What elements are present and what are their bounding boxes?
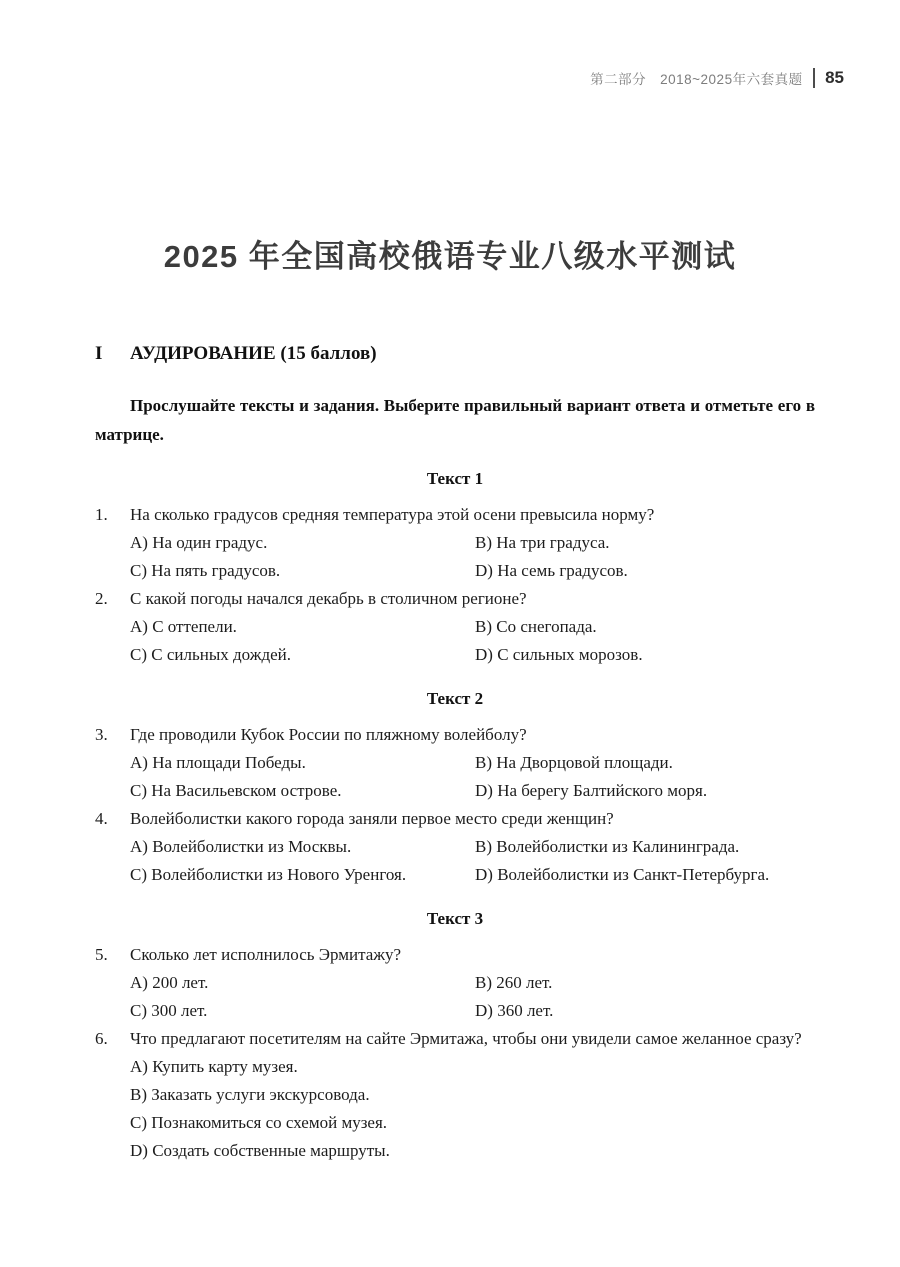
- option-b: B) На Дворцовой площади.: [475, 753, 673, 773]
- question-number: 4.: [95, 809, 108, 829]
- question-text: На сколько градусов средняя температура этой осени превысила норму?: [130, 505, 655, 525]
- page-title: 2025 年全国高校俄语专业八级水平测试: [163, 239, 737, 274]
- option-c: C) На Васильевском острове.: [130, 781, 342, 801]
- option-c: C) 300 лет.: [130, 1001, 208, 1021]
- question-5: [95, 941, 815, 1025]
- option-a: A) Купить карту музея.: [130, 1057, 298, 1077]
- option-d: D) 360 лет.: [475, 1001, 554, 1021]
- options: [130, 969, 815, 1025]
- options: [130, 833, 815, 889]
- question-text: Сколько лет исполнилось Эрмитажу?: [130, 945, 402, 965]
- question-number: 3.: [95, 725, 108, 745]
- text-label-2: Текст 2: [426, 689, 484, 709]
- question-4: [95, 805, 815, 889]
- option-a: A) Волейболистки из Москвы.: [130, 837, 352, 857]
- option-c: C) С сильных дождей.: [130, 645, 292, 665]
- option-c: C) Волейболистки из Нового Уренгоя.: [130, 865, 407, 885]
- question-6: [95, 1025, 815, 1165]
- option-b: B) На три градуса.: [475, 533, 610, 553]
- header-divider: [813, 68, 816, 88]
- option-a: A) На площади Победы.: [130, 753, 306, 773]
- option-d: D) С сильных морозов.: [475, 645, 643, 665]
- question-text: Где проводили Кубок России по пляжному волейболу?: [130, 725, 527, 745]
- option-b: B) Заказать услуги экскурсовода.: [130, 1085, 370, 1105]
- options: [130, 749, 815, 805]
- section-title: АУДИРОВАНИЕ (15 баллов): [130, 343, 377, 365]
- page-number: 85: [825, 68, 844, 87]
- section-heading: [95, 343, 815, 365]
- instructions: Прослушайте тексты и задания. Выберите правильный вариант ответа и отметьте его в матрице.: [95, 396, 815, 445]
- question-text: Волейболистки какого города заняли первое место среди женщин?: [130, 809, 614, 829]
- option-c: C) На пять градусов.: [130, 561, 281, 581]
- option-a: A) На один градус.: [130, 533, 268, 553]
- option-a: A) 200 лет.: [130, 973, 209, 993]
- question-1: [95, 501, 815, 585]
- question-body: [130, 721, 815, 805]
- text-label-1: Текст 1: [426, 469, 484, 489]
- question-body: [130, 585, 815, 669]
- running-header: [590, 68, 844, 88]
- option-b: B) Со снегопада.: [475, 617, 597, 637]
- question-2: [95, 585, 815, 669]
- option-c: C) Познакомиться со схемой музея.: [130, 1113, 388, 1133]
- option-d: D) На берегу Балтийского моря.: [475, 781, 708, 801]
- question-number: 2.: [95, 589, 108, 609]
- text-label-3: Текст 3: [426, 909, 484, 929]
- option-d: D) Волейболистки из Санкт-Петербурга.: [475, 865, 770, 885]
- question-body: [130, 501, 815, 585]
- option-d: D) На семь градусов.: [475, 561, 628, 581]
- section-numeral: I: [95, 343, 103, 365]
- options: [130, 1053, 815, 1165]
- question-number: 5.: [95, 945, 108, 965]
- question-text: Что предлагают посетителям на сайте Эрмитажа, чтобы они увидели самое желанное сразу?: [130, 1029, 802, 1049]
- options: [130, 613, 815, 669]
- options: [130, 529, 815, 585]
- question-number: 1.: [95, 505, 108, 525]
- header-part-label: 第二部分: [590, 72, 647, 87]
- option-a: A) С оттепели.: [130, 617, 237, 637]
- header-series-label: 2018~2025年六套真题: [660, 72, 803, 87]
- option-d: D) Создать собственные маршруты.: [130, 1141, 390, 1161]
- option-b: B) Волейболистки из Калининграда.: [475, 837, 740, 857]
- question-3: [95, 721, 815, 805]
- question-body: [130, 805, 815, 889]
- question-text: С какой погоды начался декабрь в столичном регионе?: [130, 589, 527, 609]
- question-body: [130, 941, 815, 1025]
- question-number: 6.: [95, 1029, 108, 1049]
- question-body: [130, 1025, 815, 1165]
- content: [95, 343, 815, 1165]
- option-b: B) 260 лет.: [475, 973, 553, 993]
